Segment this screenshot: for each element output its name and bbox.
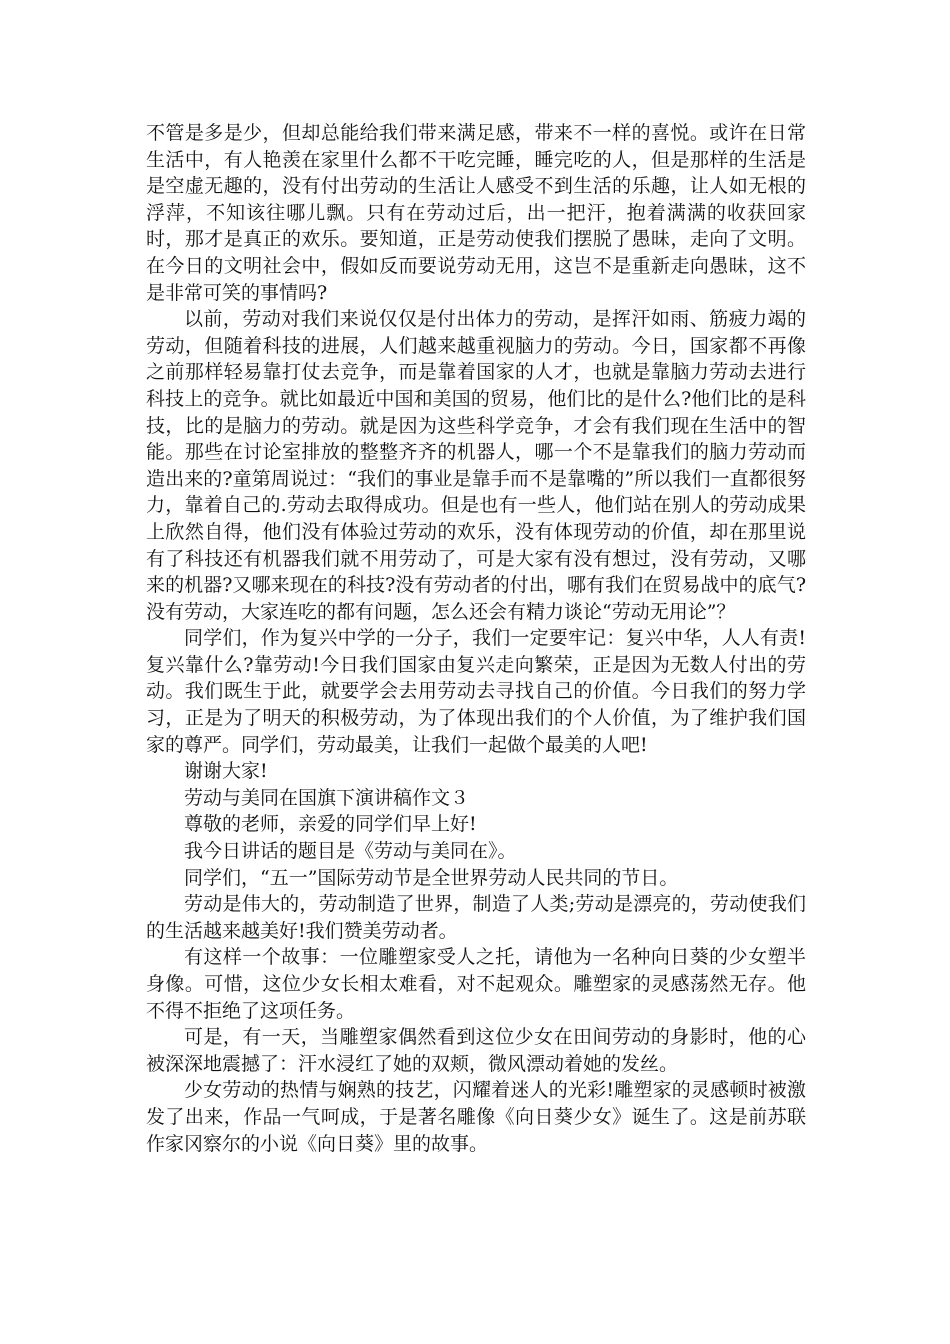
paragraph-one-day: 可是，有一天，当雕塑家偶然看到这位少女在田间劳动的身影时，他的心被深深地震撼了：汗水浸红了她的双颊，微风漂动着她的发丝。 bbox=[146, 1026, 806, 1075]
paragraph-sunflower: 少女劳动的热情与娴熟的技艺，闪耀着迷人的光彩!雕塑家的灵感顿时被激发了出来，作品一气呵成，于是著名雕像《向日葵少女》诞生了。这是前苏联作家冈察尔的小说《向日葵》里的故事。 bbox=[146, 1079, 806, 1155]
greeting-line: 尊敬的老师，亲爱的同学们早上好! bbox=[184, 813, 477, 836]
paragraph-labor-great: 劳动是伟大的，劳动制造了世界，制造了人类;劳动是漂亮的，劳动使我们的生活越来越美好!我们赞美劳动者。 bbox=[146, 893, 806, 942]
section-title: 劳动与美同在国旗下演讲稿作文３ bbox=[184, 786, 470, 809]
paragraph-1: 不管是多是少，但却总能给我们带来满足感，带来不一样的喜悦。或许在日常生活中，有人艳羡在家里什么都不干吃完睡，睡完吃的人，但是那样的生活是是空虚无趣的，没有付出劳动的生活让人感受不到生活的乐趣，让人如无根的浮萍，不知该往哪儿飘。只有在劳动过后，出一把汗，抱着满满的收获回家时，那才是真正的欢乐。要知道，正是劳动使我们摆脱了愚昧，走向了文明。在今日的文明社会中，假如反而要说劳动无用，这岂不是重新走向愚昧，这不是非常可笑的事情吗? bbox=[146, 122, 806, 304]
paragraph-3: 同学们，作为复兴中学的一分子，我们一定要牢记：复兴中华，人人有责!复兴靠什么?靠劳动!今日我们国家由复兴走向繁荣，正是因为无数人付出的劳动。我们既生于此，就要学会去用劳动去寻找自己的价值。今日我们的努力学习，正是为了明天的积极劳动，为了体现出我们的个人价值，为了维护我们国家的尊严。同学们，劳动最美，让我们一起做个最美的人吧! bbox=[146, 627, 806, 756]
document-page bbox=[146, 120, 806, 1157]
paragraph-story: 有这样一个故事：一位雕塑家受人之托，请他为一名种向日葵的少女塑半身像。可惜，这位少女长相太难看，对不起观众。雕塑家的灵感荡然无存。他不得不拒绝了这项任务。 bbox=[146, 946, 806, 1022]
paragraph-2: 以前，劳动对我们来说仅仅是付出体力的劳动，是挥汗如雨、筋疲力竭的劳动，但随着科技的进展，人们越来越重视脑力的劳动。今日，国家都不再像之前那样轻易靠打仗去竞争，而是靠着国家的人才，也就是靠脑力劳动去进行科技上的竞争。就比如最近中国和美国的贸易，他们比的是什么?他们比的是科技，比的是脑力的劳动。就是因为这些科学竞争，才会有我们现在生活中的智能。那些在讨论室排放的整整齐齐的机器人，哪一个不是靠我们的脑力劳动而造出来的?童第周说过：“我们的事业是靠手而不是靠嘴的”所以我们一直都很努力，靠着自己的.劳动去取得成功。但是也有一些人，他们站在别人的劳动成果上欣然自得，他们没有体验过劳动的欢乐，没有体现劳动的价值，却在那里说有了科技还有机器我们就不用劳动了，可是大家有没有想过，没有劳动，又哪来的机器?又哪来现在的科技?没有劳动者的付出，哪有我们在贸易战中的底气?没有劳动，大家连吃的都有问题，怎么还会有精力谈论“劳动无用论”？ bbox=[146, 308, 806, 623]
topic-line: 我今日讲话的题目是《劳动与美同在》。 bbox=[184, 840, 517, 863]
paragraph-holiday: 同学们，“五一”国际劳动节是全世界劳动人民共同的节日。 bbox=[184, 866, 679, 889]
thanks-line: 谢谢大家! bbox=[184, 760, 268, 783]
